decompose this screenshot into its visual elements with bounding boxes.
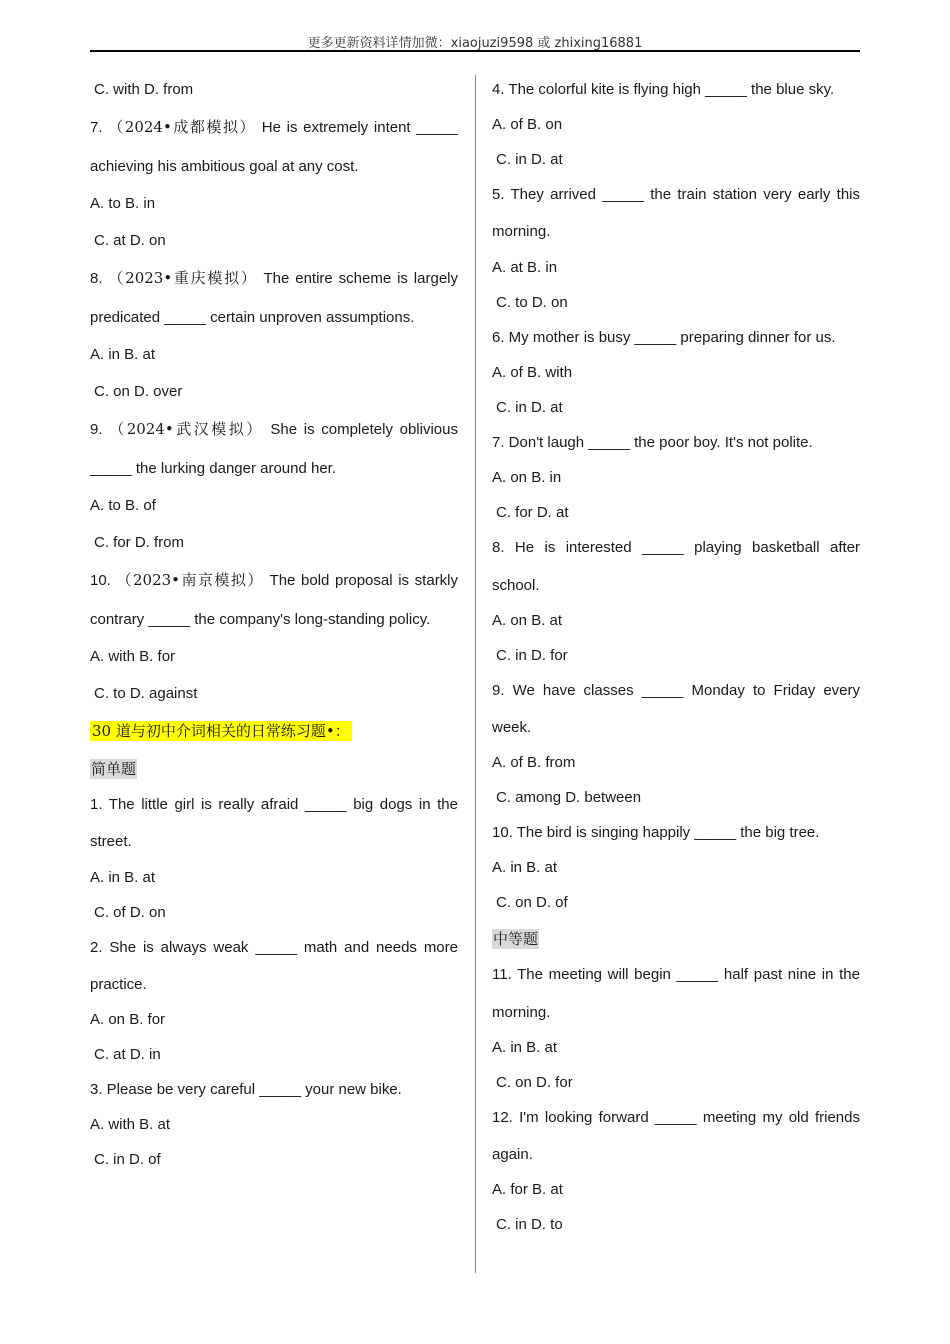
q8-options-cd: C. on D. over (94, 383, 183, 400)
q9-options-cd: C. for D. from (94, 534, 185, 551)
e7-options-cd: C. for D. at (496, 504, 569, 521)
q8-source: （2023•重庆模拟） (108, 269, 258, 287)
e3-options-cd: C. in D. of (94, 1151, 161, 1168)
q6-options-cd: C. with D. from (94, 81, 194, 98)
q9-stem: She is completely oblivious (270, 421, 458, 438)
easy-section-label (90, 759, 458, 780)
e10-options-ab: A. in B. at (492, 859, 558, 876)
e10-options-cd: C. on D. of (496, 894, 568, 911)
section-title (90, 721, 458, 742)
m12-line1: 12. I'm looking forward _____ meeting my old friends (492, 1109, 860, 1126)
e6-options-cd: C. in D. at (496, 399, 563, 416)
e9-options-cd: C. among D. between (496, 789, 642, 806)
e5-line1: 5. They arrived _____ the train station very early this (492, 186, 860, 203)
e1-options-cd: C. of D. on (94, 904, 166, 921)
q9-line1 (90, 419, 458, 440)
e4-options-ab: A. of B. on (492, 116, 563, 133)
e1-options-ab: A. in B. at (90, 869, 156, 886)
q10-source: （2023•南京模拟） (116, 571, 264, 589)
q7-stem: He is extremely intent _____ (261, 119, 459, 136)
e2-line2: practice. (90, 976, 147, 993)
q10-options-ab: A. with B. for (90, 648, 176, 665)
medium-section-label (492, 929, 860, 950)
e6-line1: 6. My mother is busy _____ preparing dinner for us. (492, 329, 836, 346)
column-divider (475, 75, 476, 1273)
m11-options-ab: A. in B. at (492, 1039, 558, 1056)
e2-options-cd: C. at D. in (94, 1046, 161, 1063)
e5-options-cd: C. to D. on (496, 294, 568, 311)
q7-options-ab: A. to B. in (90, 195, 156, 212)
e9-line2: week. (492, 719, 532, 736)
q7-options-cd: C. at D. on (94, 232, 166, 249)
m11-line2: morning. (492, 1004, 551, 1021)
section-title-text: 30 道与初中介词相关的日常练习题•： (92, 722, 350, 740)
e6-options-ab: A. of B. with (492, 364, 573, 381)
q10-number: 10. (90, 572, 111, 589)
e3-options-ab: A. with B. at (90, 1116, 171, 1133)
page-header: 更多更新资料详情加微：xiaojuzi9598 或 zhixing16881 (307, 36, 643, 51)
m12-options-ab: A. for B. at (492, 1181, 563, 1198)
e4-options-cd: C. in D. at (496, 151, 563, 168)
e7-line1: 7. Don't laugh _____ the poor boy. It's not polite. (492, 434, 813, 451)
m11-options-cd: C. on D. for (496, 1074, 573, 1091)
q7-source: （2024•成都模拟） (108, 118, 257, 136)
e3-line1: 3. Please be very careful _____ your new bike. (90, 1081, 402, 1098)
e10-line1: 10. The bird is singing happily _____ the big tree. (492, 824, 820, 841)
e8-options-ab: A. on B. at (492, 612, 563, 629)
e8-options-cd: C. in D. for (496, 647, 568, 664)
q10-line1 (90, 570, 458, 591)
e4-line1: 4. The colorful kite is flying high _____ the blue sky. (492, 81, 835, 98)
e8-line2: school. (492, 577, 540, 594)
q7-line1 (90, 117, 458, 138)
q7-line2: achieving his ambitious goal at any cost. (90, 158, 359, 175)
q10-line2: contrary _____ the company's long-standing policy. (90, 611, 431, 628)
e1-line2: street. (90, 833, 132, 850)
q9-options-ab: A. to B. of (90, 497, 156, 514)
easy-label-text: 简单题 (91, 760, 137, 778)
q8-line2: predicated _____ certain unproven assumptions. (90, 309, 415, 326)
q7-number: 7. (90, 119, 103, 136)
q9-line2: _____ the lurking danger around her. (90, 460, 337, 477)
q10-stem: The bold proposal is starkly (269, 572, 459, 589)
e5-line2: morning. (492, 223, 551, 240)
m12-line2: again. (492, 1146, 533, 1163)
e2-options-ab: A. on B. for (90, 1011, 166, 1028)
e7-options-ab: A. on B. in (492, 469, 562, 486)
m11-line1: 11. The meeting will begin _____ half past nine in the (492, 966, 860, 983)
header-rule (90, 50, 860, 52)
e1-line1: 1. The little girl is really afraid _____ big dogs in the (90, 796, 458, 813)
e8-line1: 8. He is interested _____ playing basketball after (492, 539, 860, 556)
q10-options-cd: C. to D. against (94, 685, 198, 702)
e2-line1: 2. She is always weak _____ math and needs more (90, 939, 458, 956)
e9-options-ab: A. of B. from (492, 754, 576, 771)
q8-stem: The entire scheme is largely (263, 270, 458, 287)
q8-number: 8. (90, 270, 103, 287)
m12-options-cd: C. in D. to (496, 1216, 563, 1233)
q9-source: （2024•武汉模拟） (109, 420, 264, 438)
q9-number: 9. (90, 421, 103, 438)
e5-options-ab: A. at B. in (492, 259, 558, 276)
q8-options-ab: A. in B. at (90, 346, 156, 363)
e9-line1: 9. We have classes _____ Monday to Friday every (492, 682, 860, 699)
medium-label-text: 中等题 (493, 930, 539, 948)
q8-line1 (90, 268, 458, 289)
